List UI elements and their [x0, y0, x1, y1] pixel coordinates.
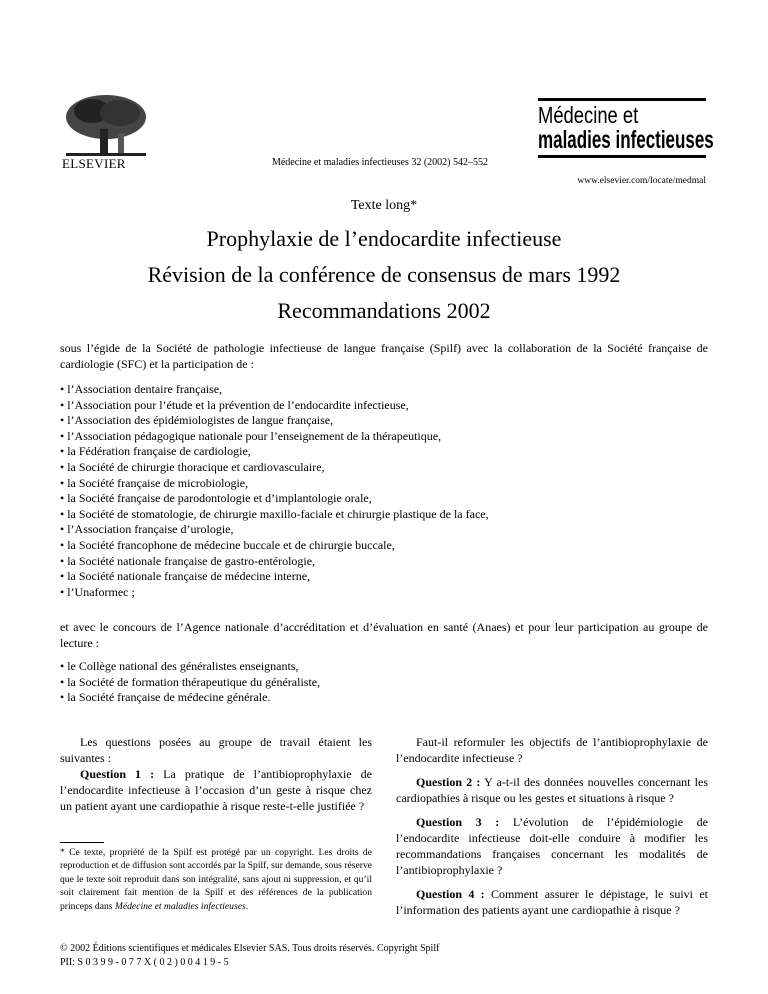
list-item: • l’Association des épidémiologistes de langue française, [60, 413, 334, 428]
list-item: • l’Association française d’urologie, [60, 522, 234, 537]
question-label: Question 4 : [416, 887, 485, 901]
concours-paragraph: et avec le concours de l’Agence nationale d’accréditation et d’évaluation en santé (Anaes) et pour leur participation au groupe de lecture : [60, 620, 708, 650]
question-text: Comment assurer le dépistage, le suivi et l’information des patients ayant une cardiopathie à risque ? [396, 887, 708, 917]
article-subtitle: Révision de la conférence de consensus de mars 1992 [147, 262, 621, 287]
publisher-name: ELSEVIER [62, 156, 126, 171]
article-title: Prophylaxie de l’endocardite infectieuse [206, 226, 562, 251]
journal-logo-line2: maladies infectieuses [538, 126, 714, 154]
footnote-text: * Ce texte, propriété de la Spilf est protégé par un copyright. Les droits de reproduction et de diffusion sont accordés par la Spilf, sur demande, sous réserve que le texte soit reproduit dans son intégralité, sans ajout ni suppression, et qu’il soit clairement fait mention de la Spilf et des références de la publication princeps dans [60, 847, 372, 912]
question-text: Y a-t-il des données nouvelles concernant les cardiopathies à risque ou les gestes et situations à risque ? [396, 775, 708, 805]
left-column [60, 734, 372, 814]
list-item: • le Collège national des généralistes enseignants, [60, 659, 299, 673]
footnote-divider [60, 842, 104, 843]
question-1 [60, 766, 372, 814]
list-item: • la Société nationale française de gastro-entérologie, [60, 553, 316, 568]
question-label: Question 3 : [416, 815, 500, 829]
participants-list [60, 382, 708, 600]
page-footer [60, 942, 439, 970]
journal-logo-line1: Médecine et [538, 102, 639, 128]
journal-url[interactable]: www.elsevier.com/locate/medmal [577, 176, 706, 186]
question-3 [396, 814, 708, 878]
list-item: • la Société nationale française de médecine interne, [60, 569, 311, 584]
list-item: • la Société de stomatologie, de chirurgie maxillo-faciale et chirurgie plastique de la face, [60, 506, 489, 521]
footnote-end: . [245, 900, 249, 912]
footnote [60, 846, 372, 913]
list-item: • la Société de formation thérapeutique du généraliste, [60, 674, 321, 689]
elsevier-tree-logo-icon [62, 93, 150, 157]
question-label: Question 1 : [80, 767, 155, 781]
list-item: • l’Association dentaire française, [60, 382, 223, 396]
list-item: • la Société française de médecine générale. [60, 690, 271, 705]
list-item: • l’Unaformec ; [60, 584, 135, 599]
question-label: Question 2 : [416, 775, 481, 789]
question-2 [396, 774, 708, 806]
list-item: • l’Association pour l’étude et la prévention de l’endocardite infectieuse, [60, 397, 409, 412]
list-item: • la Société de chirurgie thoracique et cardiovasculaire, [60, 459, 325, 474]
article-kind: Texte long* [350, 198, 418, 213]
pii-identifier: PII: S 0 3 9 9 - 0 7 7 X ( 0 2 ) 0 0 4 1 9 - 5 [60, 957, 229, 968]
question-4 [396, 886, 708, 918]
question-text: La pratique de l’antibioprophylaxie de l’endocardite infectieuse à l’occasion d’un geste à risque chez un patient ayant une cardiopathie à risque reste-t-elle justifiée ? [60, 767, 372, 813]
questions-intro: Les questions posées au groupe de travail étaient les suivantes : [60, 735, 372, 765]
list-item: • la Société française de microbiologie, [60, 475, 249, 490]
right-column [396, 734, 708, 918]
journal-reference: Médecine et maladies infectieuses 32 (2002) 542–552 [271, 157, 489, 168]
objectives-question: Faut-il reformuler les objectifs de l’antibioprophylaxie de l’endocardite infectieuse ? [396, 735, 708, 765]
reading-group-list [60, 659, 708, 706]
list-item: • l’Association pédagogique nationale pour l’enseignement de la thérapeutique, [60, 428, 442, 443]
footnote-journal: Médecine et maladies infectieuses [114, 900, 246, 912]
intro-paragraph: sous l’égide de la Société de pathologie infectieuse de langue française (Spilf) avec la collaboration de la Société française de cardiologie (SFC) et la participation de : [60, 341, 708, 371]
question-text: L’évolution de l’épidémiologie de l’endocardite infectieuse doit-elle conduire à modifier les recommandations françaises concernant les modalités de l’antibioprophylaxie ? [396, 815, 708, 877]
list-item: • la Société française de parodontologie et d’implantologie orale, [60, 491, 372, 506]
copyright-notice: © 2002 Éditions scientifiques et médicales Elsevier SAS. Tous droits réservés. Copyright Spilf [60, 943, 440, 954]
journal-logo [538, 96, 714, 160]
list-item: • la Société francophone de médecine buccale et de chirurgie buccale, [60, 537, 395, 552]
article-subtitle-2: Recommandations 2002 [277, 298, 491, 323]
list-item: • la Fédération française de cardiologie, [60, 444, 251, 459]
